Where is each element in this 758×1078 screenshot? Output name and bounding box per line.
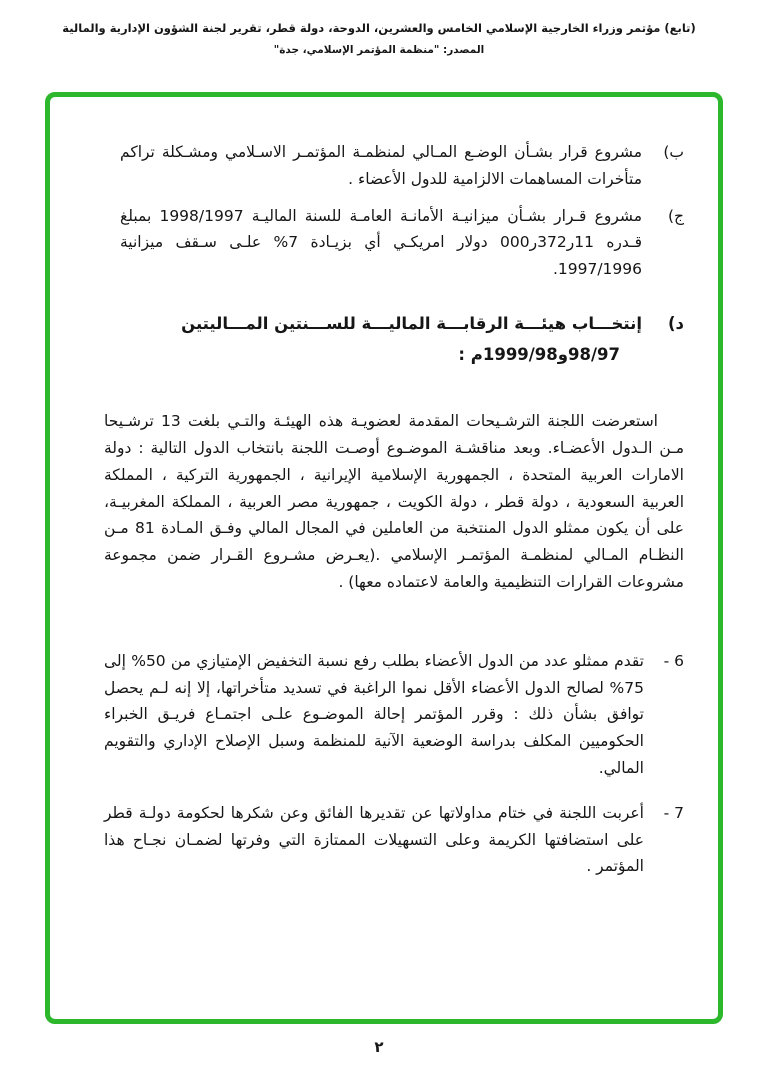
lettered-item-b <box>104 139 684 193</box>
page-header <box>0 0 758 56</box>
document-body <box>50 97 718 880</box>
item-marker-7: 7 - <box>663 803 684 822</box>
item-marker-j: ج) <box>667 206 684 225</box>
item-marker-6: 6 - <box>663 651 684 670</box>
item-marker-d: د) <box>667 314 684 334</box>
item-text-j: مشروع قـرار بشـأن ميزانيـة الأمانـة العامـة للسنة الماليـة 1998/1997 بمبلغ قـدره 11ر372ر000 دولار امريكـي أي بزيـادة 7% علـى سـقف ميزانية 1997/1996. <box>120 206 643 279</box>
heading-line-2: 98/97و1999/98م : <box>458 344 620 364</box>
body-paragraph: استعرضت اللجنة الترشـيحات المقدمة لعضويـة هذه الهيئـة والتـي بلغت 13 ترشـيحا مـن الـدول الأعضـاء. وبعد مناقشـة الموضـوع أوصـت اللجنة بانتخاب الدول التالية : دولة الامارات العربية المتحدة ، الجمهورية الإسلامية الإيرانية ، الجمهورية التركية ، المملكة العربية السعودية ، دولة قطر ، دولة الكويت ، جمهورية مصر العربية ، المملكة المغربيـة، على أن يكون ممثلو الدول المنتخبة من العاملين في المجال المالي وفـق المـادة 81 مـن النظـام المـالي لمنظمـة المؤتمـر الإسلامي .(يعـرض مشـروع القـرار ضمن مجموعة مشروعات القرارات التنظيمية والعامة لاعتماده معها) . <box>104 412 684 591</box>
item-heading-d <box>104 309 642 370</box>
item-text-b: مشروع قرار بشـأن الوضـع المـالي لمنظمـة المؤتمـر الاسـلامي ومشـكلة تراكم متأخرات المساهمات الالزامية للدول الأعضاء . <box>120 143 642 188</box>
numbered-item-6 <box>104 648 684 782</box>
numbered-item-7 <box>104 800 684 880</box>
header-source: المصدر: "منظمة المؤتمر الإسلامي، جدة" <box>273 44 485 56</box>
heading-line-1: إنتخـــاب هيئـــة الرقابـــة الماليـــة للســـنتين المـــاليتين <box>181 314 642 334</box>
item-text-6: تقدم ممثلو عدد من الدول الأعضاء بطلب رفع نسبة التخفيض الإمتيازي من 50% إلى 75% لصالح الدول الأعضاء الأقل نموا الراغبة في تسديد متأخراتها، إلا إنه لـم يحصل توافق بشأن ذلك : وقرر المؤتمر إحالة الموضـوع علـى اجتمـاع فريـق الخبراء الحكوميين المكلف بدراسة الوضعية الآنية للمنظمة وسبل الإصلاح الإداري والتقويم المالي. <box>104 651 644 778</box>
document-frame <box>45 92 723 1024</box>
item-marker-b: ب) <box>663 143 684 161</box>
lettered-item-j <box>104 203 684 283</box>
lettered-item-d <box>104 309 684 370</box>
page-number: ٢ <box>374 1038 384 1056</box>
header-title: (تابع) مؤتمر وزراء الخارجية الإسلامي الخامس والعشرين، الدوحة، دولة قطر، تقرير لجنة الشؤون الإدارية والمالية <box>62 21 696 35</box>
item-text-7: أعربت اللجنة في ختام مداولاتها عن تقديرها الفائق وعن شكرها لحكومة دولـة قطر على استضافتها الكريمة وعلى التسهيلات الممتازة التي وفرتها لضمـان نجـاح هذا المؤتمر . <box>104 803 644 876</box>
